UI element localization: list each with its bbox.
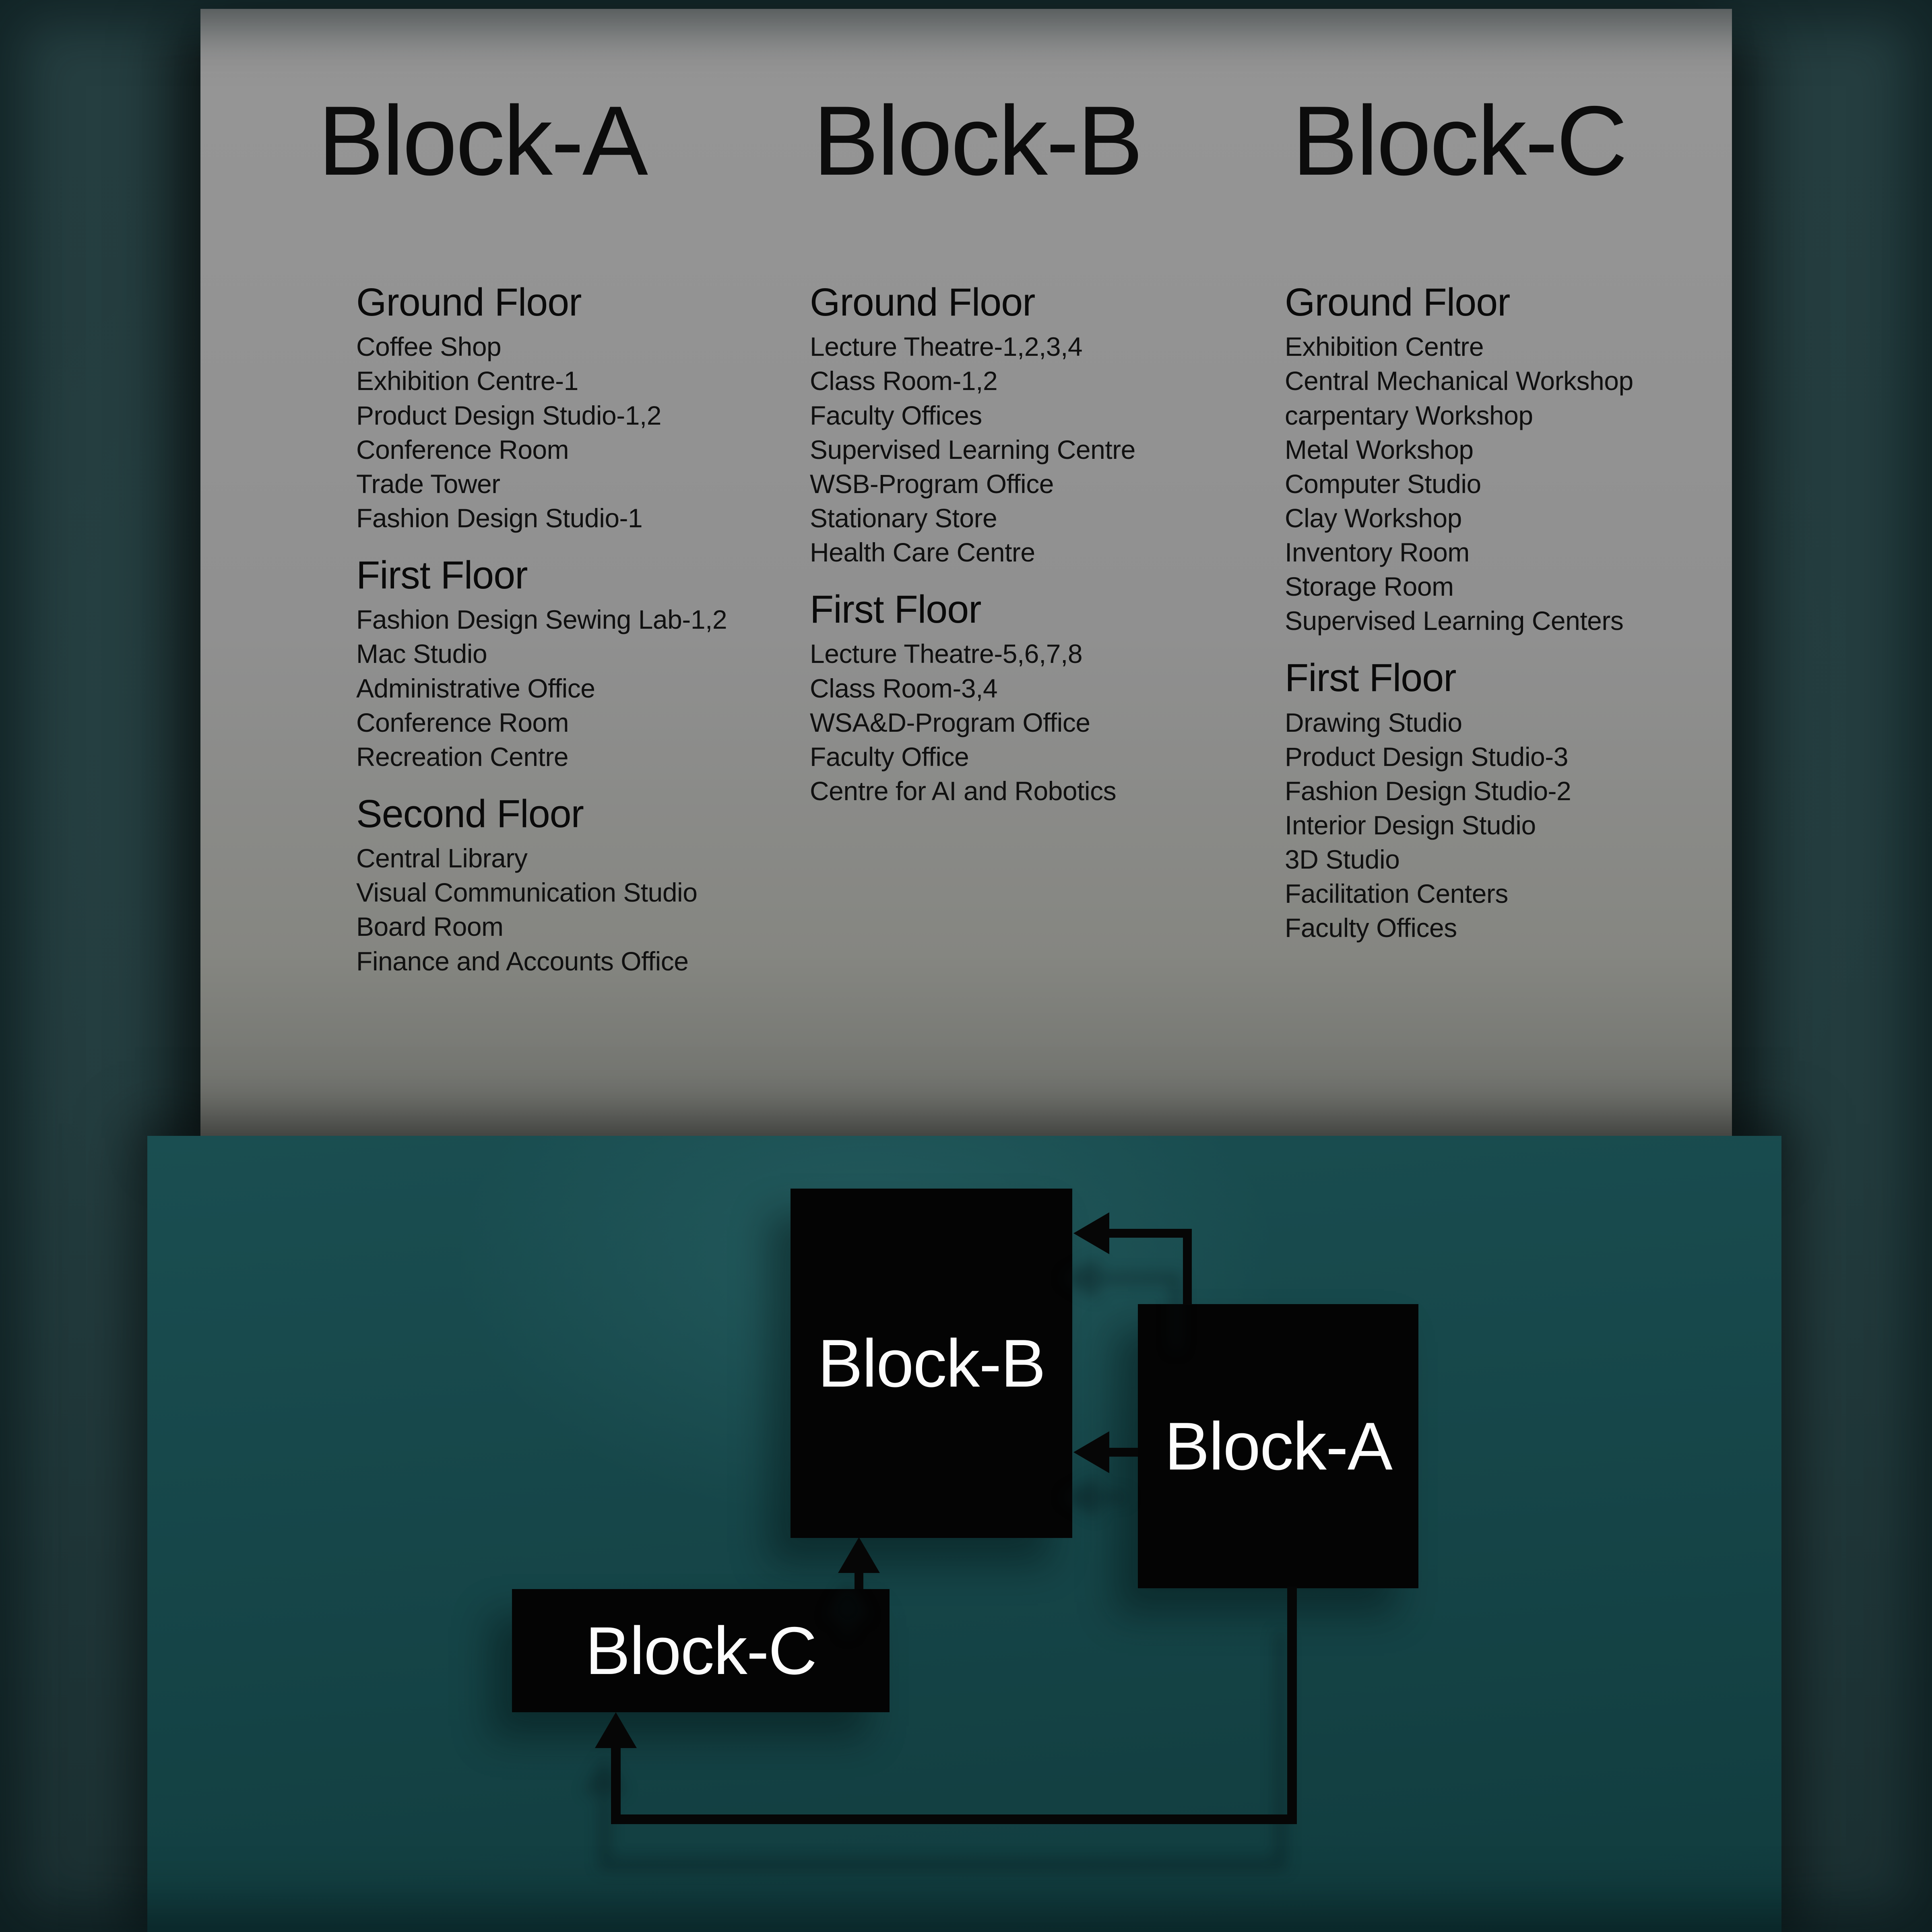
room-entry: Stationary Store	[810, 503, 997, 533]
room-entry: Computer Studio	[1285, 469, 1481, 499]
room-entry: Facilitation Centers	[1285, 879, 1508, 909]
room-entry: Metal Workshop	[1285, 434, 1474, 464]
room-entry: Health Care Centre	[810, 537, 1035, 567]
block-c-first-floor-section	[1285, 653, 1820, 945]
floor-heading: First Floor	[1285, 656, 1456, 700]
room-entry: Inventory Room	[1285, 537, 1470, 567]
arrow-a-to-b-top	[1102, 1233, 1187, 1305]
floor-heading: Second Floor	[356, 791, 584, 836]
room-entry: WSA&D-Program Office	[810, 707, 1090, 737]
block-b-directory-column	[810, 278, 1345, 808]
room-entry: Finance and Accounts Office	[356, 946, 689, 976]
directory-sign-panel	[200, 9, 1732, 1136]
room-entry: Faculty Offices	[1285, 913, 1457, 943]
room-entry: Product Design Studio-3	[1285, 741, 1568, 772]
room-entry: Board Room	[356, 912, 504, 942]
room-entry: Supervised Learning Centers	[1285, 606, 1624, 636]
block-a-title: Block-A	[318, 85, 647, 196]
room-entry: Central Library	[356, 843, 528, 873]
room-entry: Coffee Shop	[356, 332, 502, 362]
room-entry: Supervised Learning Centre	[810, 434, 1135, 464]
room-entry: Product Design Studio-1,2	[356, 400, 661, 430]
room-entry: Fashion Design Studio-2	[1285, 776, 1571, 806]
room-entry: Trade Tower	[356, 469, 500, 499]
room-entry: Exhibition Centre-1	[356, 366, 578, 396]
room-entry: Central Mechanical Workshop	[1285, 366, 1633, 396]
room-entry: Interior Design Studio	[1285, 810, 1536, 840]
arrow-a-to-c	[616, 1587, 1292, 1819]
room-entry: 3D Studio	[1285, 844, 1400, 875]
room-entry: Storage Room	[1285, 572, 1454, 602]
room-entry: Class Room-3,4	[810, 673, 998, 703]
arrowhead-c-to-b	[838, 1537, 880, 1573]
room-entry: Lecture Theatre-5,6,7,8	[810, 639, 1083, 669]
block-b-ground-floor-section	[810, 278, 1345, 570]
floor-heading: First Floor	[810, 587, 981, 632]
room-entry: Centre for AI and Robotics	[810, 776, 1117, 806]
room-entry: Fashion Design Studio-1	[356, 503, 643, 533]
block-a-second-floor-section	[356, 789, 892, 978]
room-entry: Lecture Theatre-1,2,3,4	[810, 332, 1083, 362]
arrowhead-a-to-b-middle	[1073, 1431, 1109, 1473]
floor-heading: Ground Floor	[1285, 280, 1510, 324]
room-entry: Fashion Design Sewing Lab-1,2	[356, 605, 727, 635]
room-entry: Faculty Offices	[810, 400, 982, 430]
map-block-b-label: Block-B	[817, 1325, 1045, 1401]
room-entry: Conference Room	[356, 434, 569, 464]
room-entry: Class Room-1,2	[810, 366, 998, 396]
room-entry: Drawing Studio	[1285, 707, 1462, 737]
room-entry: Exhibition Centre	[1285, 332, 1484, 362]
room-entry: Faculty Office	[810, 741, 969, 772]
room-entry: Visual Communication Studio	[356, 877, 698, 908]
floor-heading: Ground Floor	[810, 280, 1035, 324]
block-c-title: Block-C	[1292, 85, 1626, 196]
connection-arrows	[147, 1136, 1781, 1932]
map-block-a-label: Block-A	[1164, 1408, 1392, 1484]
room-entry: carpentary Workshop	[1285, 400, 1533, 430]
room-entry: Recreation Centre	[356, 741, 569, 772]
room-entry: Mac Studio	[356, 639, 487, 669]
arrowhead-a-to-c	[595, 1712, 637, 1748]
block-b-first-floor-section	[810, 585, 1345, 808]
campus-map-panel	[147, 1136, 1781, 1932]
arrowhead-a-to-b-top	[1073, 1212, 1109, 1254]
block-b-title: Block-B	[813, 85, 1142, 196]
block-c-directory-column	[1285, 278, 1820, 945]
map-block-c-label: Block-C	[585, 1612, 817, 1688]
room-entry: Conference Room	[356, 707, 569, 737]
room-entry: Clay Workshop	[1285, 503, 1462, 533]
room-entry: Administrative Office	[356, 673, 595, 703]
room-entry: WSB-Program Office	[810, 469, 1054, 499]
floor-heading: First Floor	[356, 553, 528, 597]
floor-heading: Ground Floor	[356, 280, 582, 324]
block-c-ground-floor-section	[1285, 278, 1820, 638]
